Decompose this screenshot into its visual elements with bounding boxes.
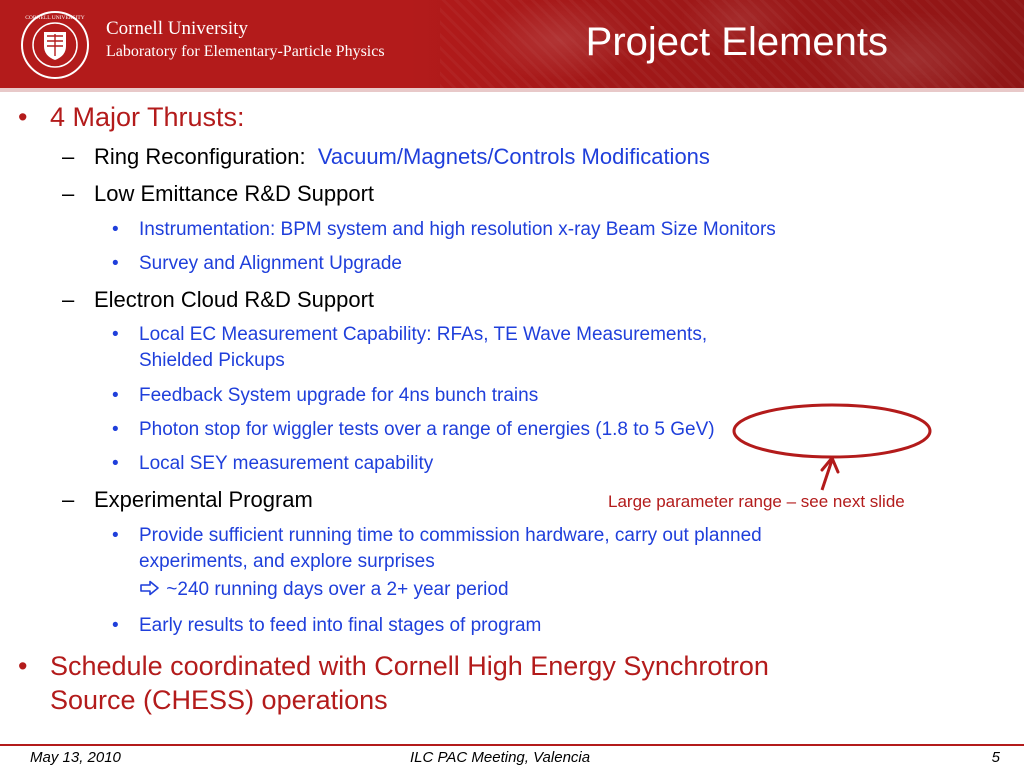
bullet-dot-icon: • xyxy=(112,385,119,406)
header-divider xyxy=(0,88,1024,92)
bullet-text: Early results to feed into final stages of program xyxy=(139,615,542,636)
bullet-dot-icon: • xyxy=(18,651,28,681)
bullet-dot-icon: • xyxy=(112,615,119,636)
bullet-dot-icon: • xyxy=(112,453,119,474)
footer-date: May 13, 2010 xyxy=(30,749,121,766)
page-number: 5 xyxy=(991,749,1000,766)
slide-title: Project Elements xyxy=(585,20,888,64)
footer-meeting: ILC PAC Meeting, Valencia xyxy=(410,749,591,766)
header-banner xyxy=(0,0,1024,88)
bullet-text: Feedback System upgrade for 4ns bunch trains xyxy=(139,385,539,406)
bullet-text: Experimental Program xyxy=(94,487,313,512)
bullet-text: Instrumentation: BPM system and high resolution x-ray Beam Size Monitors xyxy=(139,219,776,240)
bullet-dot-icon: • xyxy=(18,102,28,132)
bullet-text: Local SEY measurement capability xyxy=(139,453,434,474)
bullet-detail: Vacuum/Magnets/Controls Modifications xyxy=(317,144,710,169)
bullet-dot-icon: • xyxy=(112,419,119,440)
lab-name: Laboratory for Elementary-Particle Physics xyxy=(106,43,385,60)
footer-divider xyxy=(0,744,1024,746)
dash-icon: – xyxy=(62,181,75,206)
bullet-text: Low Emittance R&D Support xyxy=(94,181,375,206)
bullet-text-line-2: Shielded Pickups xyxy=(139,350,285,371)
dash-icon: – xyxy=(62,287,75,312)
bullet-dot-icon: • xyxy=(112,219,119,240)
callout-arrow-icon xyxy=(822,458,838,490)
university-name: Cornell University xyxy=(106,18,248,39)
bullet-dot-icon: • xyxy=(112,525,119,546)
bullet-text: Electron Cloud R&D Support xyxy=(94,287,375,312)
dash-icon: – xyxy=(62,144,75,169)
callout-annotation: Large parameter range – see next slide xyxy=(608,492,905,511)
bullet-text: 4 Major Thrusts: xyxy=(50,102,245,132)
bullet-text: Survey and Alignment Upgrade xyxy=(139,253,402,274)
highlight-ellipse xyxy=(734,405,930,457)
bullet-text-line-1: Provide sufficient running time to commission hardware, carry out planned xyxy=(139,525,762,546)
bullet-text-line-2: Source (CHESS) operations xyxy=(50,685,388,715)
bullet-text-line-3 xyxy=(139,577,509,603)
bullet-text-line-1: Schedule coordinated with Cornell High Energy Synchrotron xyxy=(50,651,769,681)
running-days: ~240 running days over a 2+ year period xyxy=(166,579,509,600)
bullet-text-line-1: Local EC Measurement Capability: RFAs, TE Wave Measurements, xyxy=(139,324,708,345)
bullet-dot-icon: • xyxy=(112,253,119,274)
outline-right-arrow-icon xyxy=(139,580,161,596)
bullet-label: Ring Reconfiguration: xyxy=(94,144,306,169)
bullet-text-line-2: experiments, and explore surprises xyxy=(139,551,435,572)
cornell-seal-icon xyxy=(20,10,90,80)
seal-lettering: CORNELL UNIVERSITY xyxy=(25,15,85,21)
bullet-text: Photon stop for wiggler tests over a range of energies (1.8 to 5 GeV) xyxy=(139,419,715,440)
dash-icon: – xyxy=(62,487,75,512)
bullet-dot-icon: • xyxy=(112,324,119,345)
